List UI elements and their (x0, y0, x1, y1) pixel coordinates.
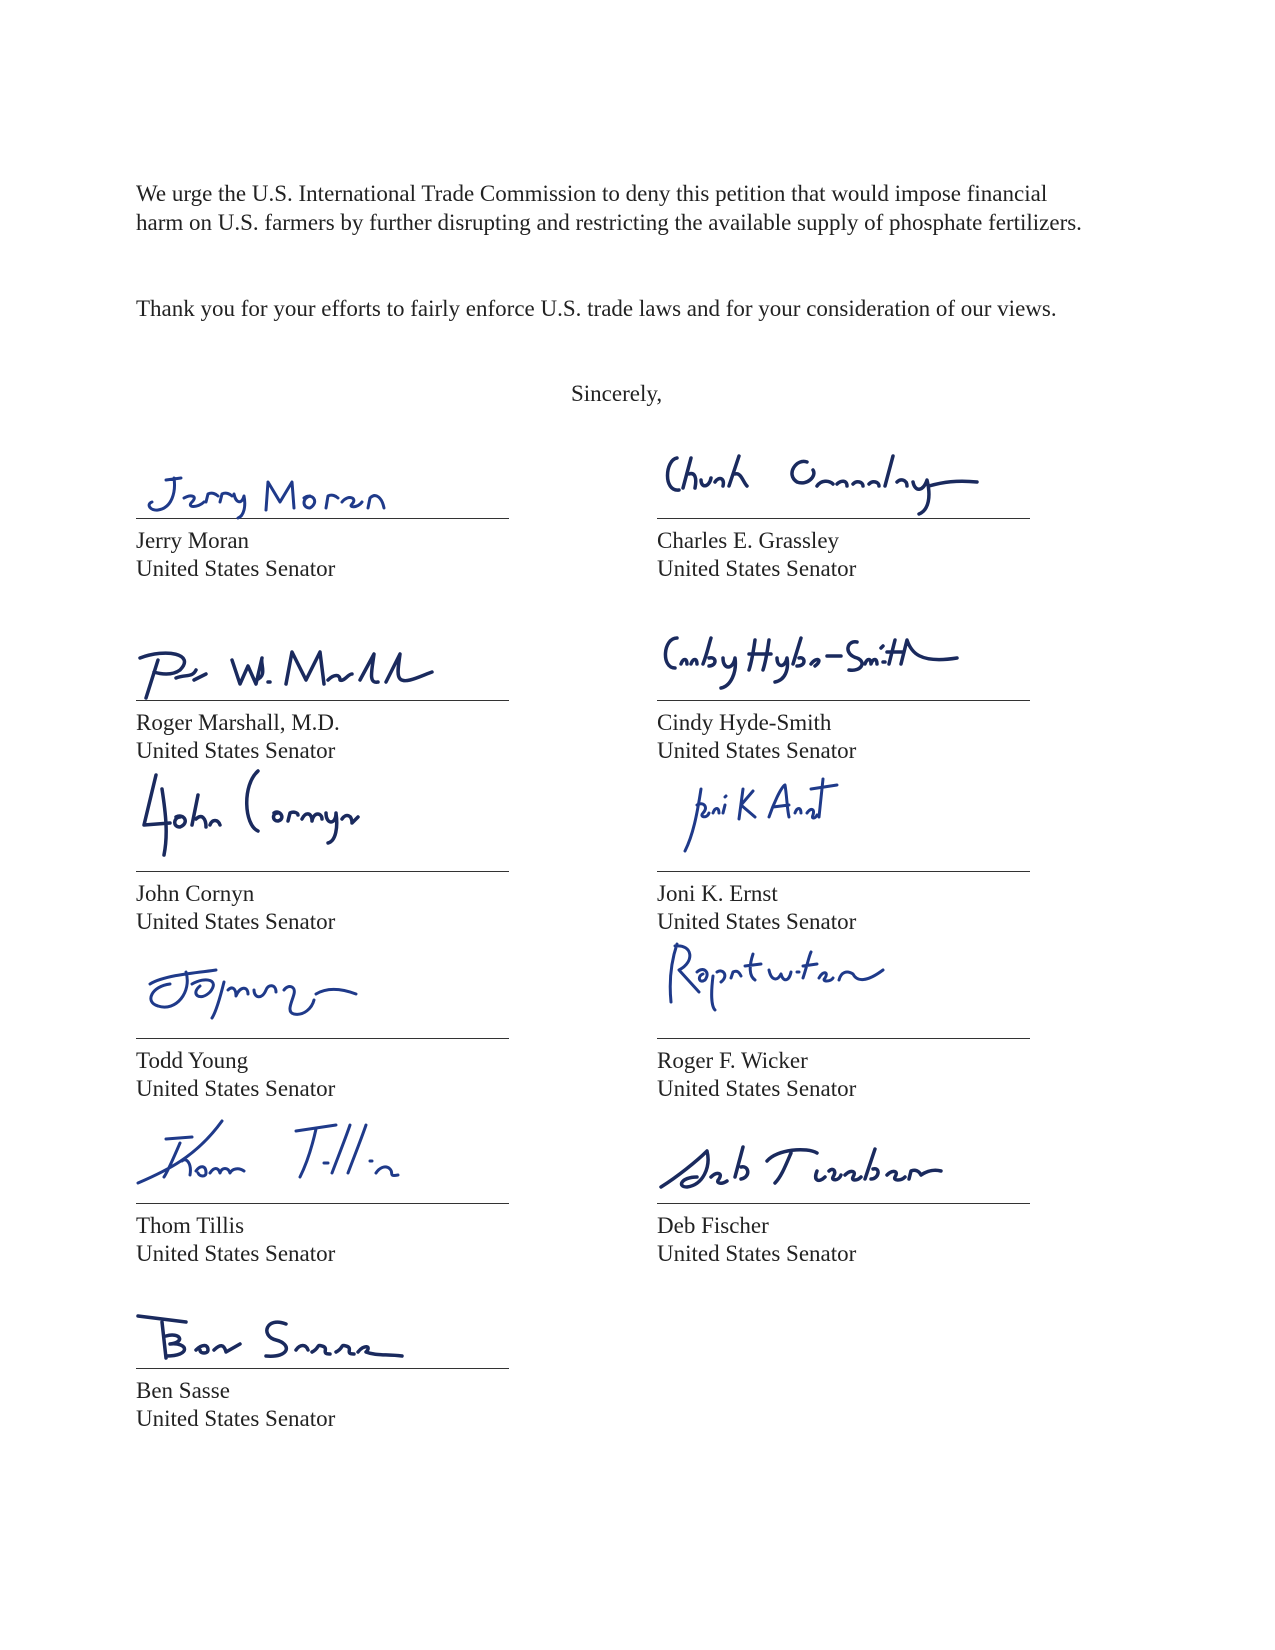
signature-thom-tillis (136, 1137, 416, 1217)
signatory-title: United States Senator (136, 1241, 336, 1266)
signature-ben-sasse (136, 1312, 416, 1382)
signature-line (136, 1143, 509, 1204)
signature-john-cornyn (136, 795, 376, 885)
signatory-name: Todd Young (136, 1048, 249, 1073)
signatory-name: Cindy Hyde-Smith (657, 710, 832, 735)
signature-cindy-hyde-smith (657, 634, 977, 714)
signature-block-young (136, 978, 509, 1103)
signatory-title: United States Senator (136, 1406, 336, 1431)
signatory-title: United States Senator (657, 738, 857, 763)
signature-jerry-moran (136, 472, 396, 532)
letter-paragraph-2: Thank you for your efforts to fairly enforce U.S. trade laws and for your consideration of our views. (136, 296, 1057, 321)
signatory-name: Roger Marshall, M.D. (136, 710, 340, 735)
signature-block-grassley (657, 458, 1030, 583)
signatory-title: United States Senator (136, 556, 336, 581)
signatory-title: United States Senator (136, 738, 336, 763)
signature-line (136, 458, 509, 519)
signatory-name: Deb Fischer (657, 1213, 769, 1238)
signature-roger-marshall (136, 644, 436, 714)
signatory-title: United States Senator (657, 556, 857, 581)
signature-block-marshall (136, 640, 509, 765)
signature-block-sasse (136, 1308, 509, 1433)
letter-paragraph-1: We urge the U.S. International Trade Commission to deny this petition that would impose financial harm on U.S. farmers by further disrupting and restricting the available supply of phosphate fertilizers. (136, 181, 1082, 235)
signatory-title: United States Senator (136, 909, 336, 934)
signature-deb-fischer (657, 1147, 957, 1217)
signature-line (657, 458, 1030, 519)
signature-roger-wicker (657, 962, 907, 1052)
signature-line (136, 640, 509, 701)
signatory-title: United States Senator (657, 1076, 857, 1101)
signature-block-moran (136, 458, 509, 583)
signatory-name: Ben Sasse (136, 1378, 230, 1403)
signature-line (136, 978, 509, 1039)
letter-closing: Sincerely, (571, 381, 663, 406)
signature-charles-grassley (657, 452, 987, 532)
signatory-name: Charles E. Grassley (657, 528, 840, 553)
signatory-title: United States Senator (136, 1076, 336, 1101)
signatory-name: John Cornyn (136, 881, 255, 906)
signature-line (136, 811, 509, 872)
signature-block-hyde-smith (657, 640, 1030, 765)
signatory-title: United States Senator (657, 909, 857, 934)
signatory-name: Joni K. Ernst (657, 881, 778, 906)
signature-line (136, 1308, 509, 1369)
signature-block-tillis (136, 1143, 509, 1268)
signature-line (657, 640, 1030, 701)
signature-line (657, 811, 1030, 872)
signature-line (657, 1143, 1030, 1204)
signature-line (657, 978, 1030, 1039)
signature-block-wicker (657, 978, 1030, 1103)
signature-todd-young (136, 972, 376, 1052)
signature-joni-ernst (657, 795, 877, 885)
signature-block-ernst (657, 811, 1030, 936)
signatory-name: Thom Tillis (136, 1213, 245, 1238)
signatory-name: Jerry Moran (136, 528, 250, 553)
signatory-title: United States Senator (657, 1241, 857, 1266)
signatory-name: Roger F. Wicker (657, 1048, 808, 1073)
signature-block-fischer (657, 1143, 1030, 1268)
signature-block-cornyn (136, 811, 509, 936)
